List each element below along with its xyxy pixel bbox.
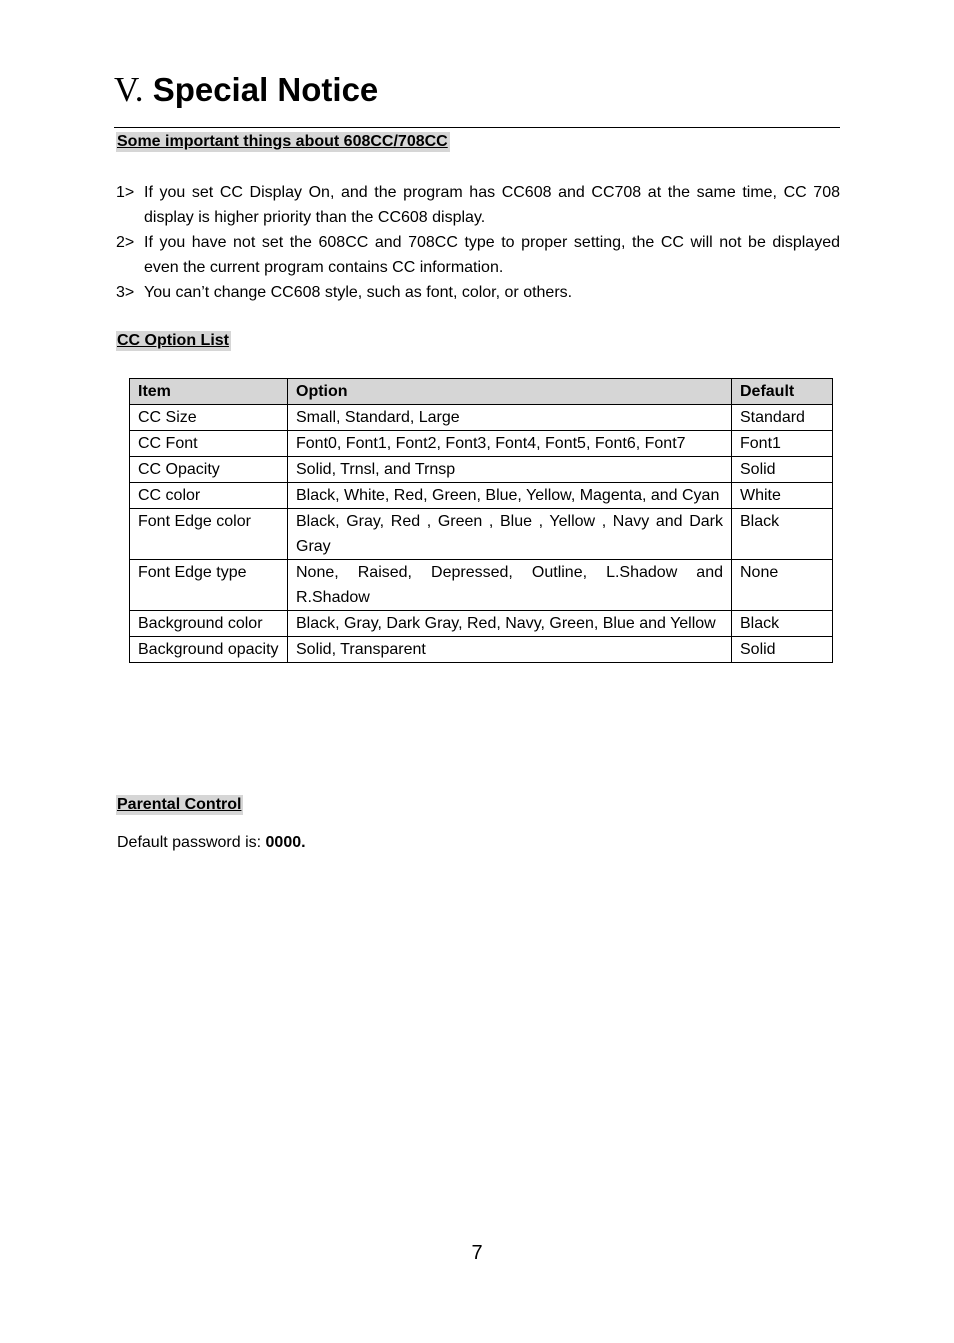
cell-default: None xyxy=(732,560,833,611)
default-password-line xyxy=(117,834,306,852)
list-item xyxy=(116,280,840,305)
page-title xyxy=(114,70,378,110)
cell-default: Solid xyxy=(732,457,833,483)
cell-option: Solid, Trnsl, and Trnsp xyxy=(288,457,732,483)
item-number: 2> xyxy=(116,234,135,251)
password-value: 0000. xyxy=(265,834,306,851)
list-item xyxy=(116,230,840,280)
cell-item: Background opacity xyxy=(130,637,288,663)
cc-option-table xyxy=(129,378,833,663)
cell-default: Standard xyxy=(732,405,833,431)
item-number: 1> xyxy=(116,184,135,201)
table-row xyxy=(130,431,833,457)
page-number: 7 xyxy=(471,1242,483,1264)
table-row xyxy=(130,483,833,509)
cell-item: CC Font xyxy=(130,431,288,457)
item-text: You can’t change CC608 style, such as font, color, or others. xyxy=(144,284,573,301)
cell-default: Black xyxy=(732,509,833,560)
title-divider xyxy=(114,127,840,128)
cell-default: Solid xyxy=(732,637,833,663)
cell-option: Black, Gray, Red , Green , Blue , Yellow , Navy and Dark Gray xyxy=(288,509,732,560)
cell-option: Solid, Transparent xyxy=(288,637,732,663)
column-header-default: Default xyxy=(732,379,833,405)
cc-notes-list xyxy=(116,180,840,305)
list-item xyxy=(116,180,840,230)
cell-item: CC Opacity xyxy=(130,457,288,483)
cell-item: CC Size xyxy=(130,405,288,431)
column-header-item: Item xyxy=(130,379,288,405)
title-text: Special Notice xyxy=(152,71,379,108)
heading-cc-notes: Some important things about 608CC/708CC xyxy=(117,133,448,150)
cell-option: Black, White, Red, Green, Blue, Yellow, Magenta, and Cyan xyxy=(288,483,732,509)
section-numeral: V. xyxy=(114,70,144,109)
table-row xyxy=(130,509,833,560)
table-row xyxy=(130,560,833,611)
cell-option: Black, Gray, Dark Gray, Red, Navy, Green, Blue and Yellow xyxy=(288,611,732,637)
cell-item: CC color xyxy=(130,483,288,509)
heading-cc-option-list: CC Option List xyxy=(117,332,229,349)
cell-option: None, Raised, Depressed, Outline, L.Shadow and R.Shadow xyxy=(288,560,732,611)
table-header-row xyxy=(130,379,833,405)
cell-item: Font Edge type xyxy=(130,560,288,611)
cell-default: Font1 xyxy=(732,431,833,457)
column-header-option: Option xyxy=(288,379,732,405)
item-text: If you have not set the 608CC and 708CC type to proper setting, the CC will not be displayed even the current program contains CC information. xyxy=(144,234,840,276)
table-row xyxy=(130,611,833,637)
table-row xyxy=(130,457,833,483)
item-text: If you set CC Display On, and the program has CC608 and CC708 at the same time, CC 708 display is higher priority than the CC608 display. xyxy=(144,184,840,226)
heading-parental-control: Parental Control xyxy=(117,796,242,813)
cell-default: White xyxy=(732,483,833,509)
cell-option: Small, Standard, Large xyxy=(288,405,732,431)
item-number: 3> xyxy=(116,284,135,301)
cell-option: Font0, Font1, Font2, Font3, Font4, Font5, Font6, Font7 xyxy=(288,431,732,457)
password-label: Default password is: xyxy=(117,834,266,851)
cell-item: Background color xyxy=(130,611,288,637)
table-row xyxy=(130,637,833,663)
table-row xyxy=(130,405,833,431)
cell-item: Font Edge color xyxy=(130,509,288,560)
cell-default: Black xyxy=(732,611,833,637)
